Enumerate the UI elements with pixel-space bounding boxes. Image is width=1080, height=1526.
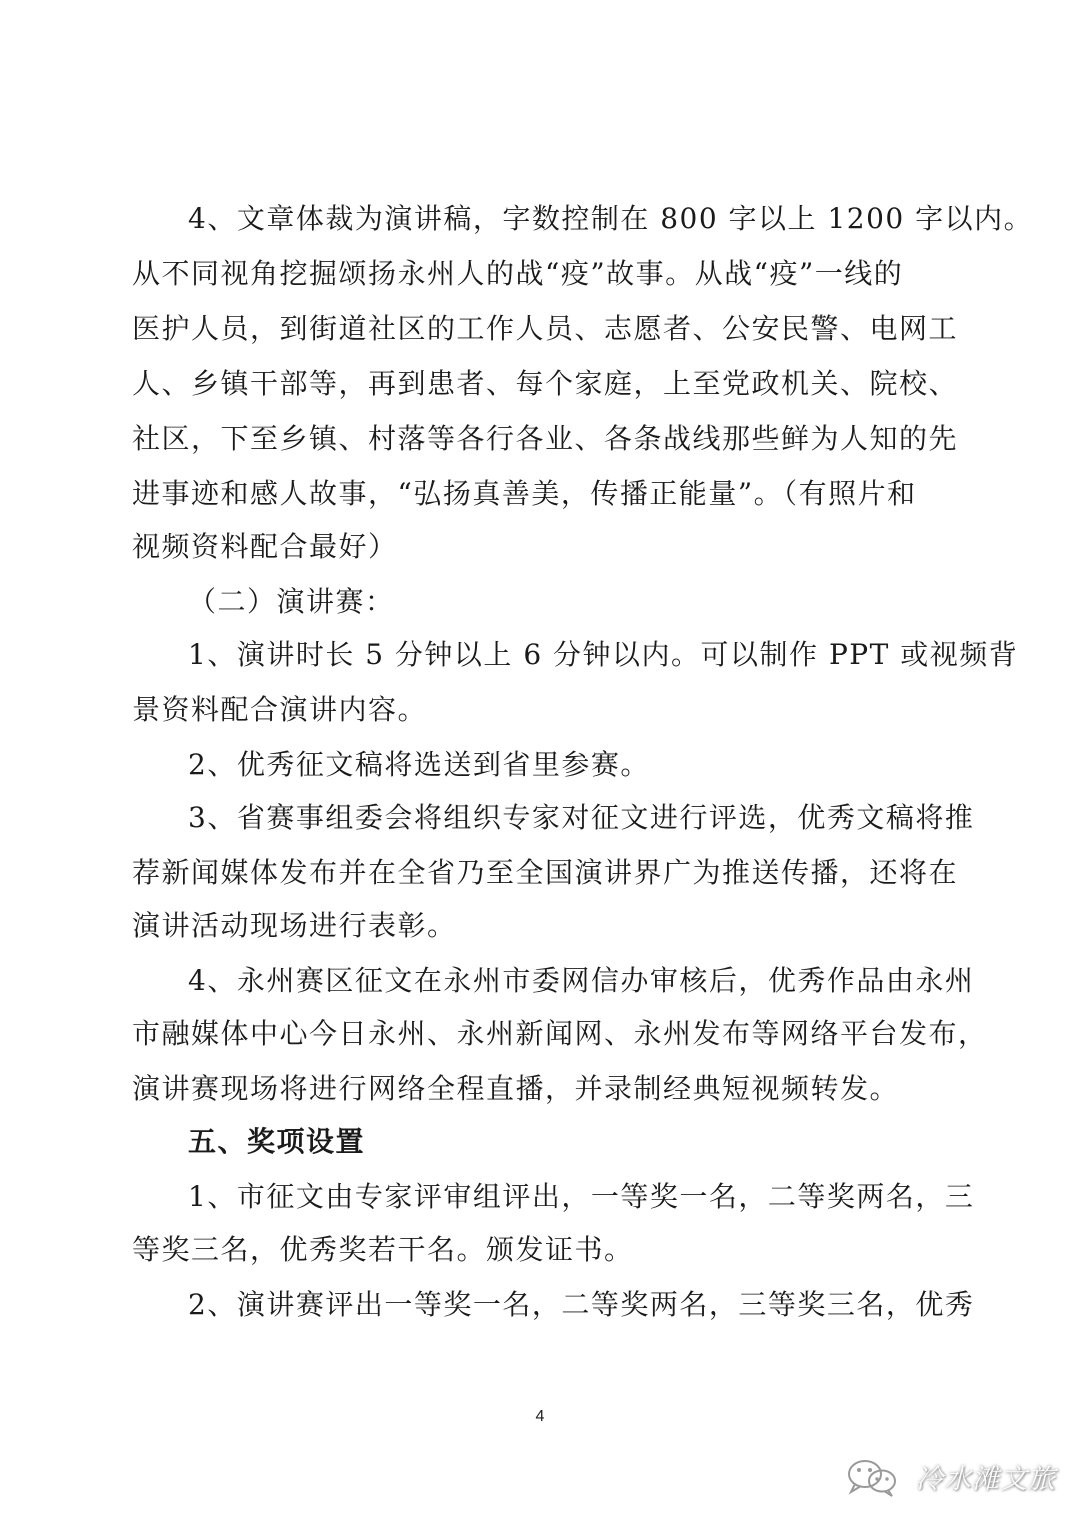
page-number: 4 <box>535 1408 545 1425</box>
paragraph-line: 等奖三名，优秀奖若干名。颁发证书。 <box>132 1233 634 1266</box>
paragraph-line: 1、市征文由专家评审组评出，一等奖一名，二等奖两名，三 <box>188 1180 975 1213</box>
paragraph-line: 荐新闻媒体发布并在全省乃至全国演讲界广为推送传播，还将在 <box>132 856 959 889</box>
paragraph-line: 2、优秀征文稿将选送到省里参赛。 <box>188 748 650 781</box>
watermark <box>838 1453 1056 1499</box>
paragraph-line: 4、永州赛区征文在永州市委网信办审核后，优秀作品由永州 <box>188 964 975 997</box>
paragraph-line: 演讲活动现场进行表彰。 <box>132 909 457 942</box>
paragraph-line: 进事迹和感人故事，“弘扬真善美，传播正能量”。（有照片和 <box>132 477 917 510</box>
paragraph-line: 视频资料配合最好） <box>132 530 398 563</box>
wechat-icon <box>838 1453 912 1499</box>
paragraph-line: 2、演讲赛评出一等奖一名，二等奖两名，三等奖三名，优秀 <box>188 1288 975 1321</box>
paragraph-line: 医护人员，到街道社区的工作人员、志愿者、公安民警、电网工 <box>132 312 959 345</box>
paragraph-line: 从不同视角挖掘颂扬永州人的战“疫”故事。从战“疫”一线的 <box>132 257 904 290</box>
paragraph-line: 市融媒体中心今日永州、永州新闻网、永州发布等网络平台发布， <box>132 1017 988 1050</box>
paragraph-line: 3、省赛事组委会将组织专家对征文进行评选，优秀文稿将推 <box>188 801 975 834</box>
paragraph-line: 4、文章体裁为演讲稿，字数控制在 800 字以上 1200 字以内。 <box>188 202 1034 235</box>
watermark-text: 冷水滩文旅 <box>916 1463 1056 1495</box>
paragraph-line: 演讲赛现场将进行网络全程直播，并录制经典短视频转发。 <box>132 1072 900 1105</box>
paragraph-line: 人、乡镇干部等，再到患者、每个家庭，上至党政机关、院校、 <box>132 367 959 400</box>
section-subheading: （二）演讲赛： <box>188 585 395 618</box>
paragraph-line: 1、演讲时长 5 分钟以上 6 分钟以内。可以制作 PPT 或视频背 <box>188 638 1019 671</box>
paragraph-line: 社区，下至乡镇、村落等各行各业、各条战线那些鲜为人知的先 <box>132 422 959 455</box>
paragraph-line: 景资料配合演讲内容。 <box>132 693 428 726</box>
section-heading: 五、奖项设置 <box>188 1125 366 1158</box>
